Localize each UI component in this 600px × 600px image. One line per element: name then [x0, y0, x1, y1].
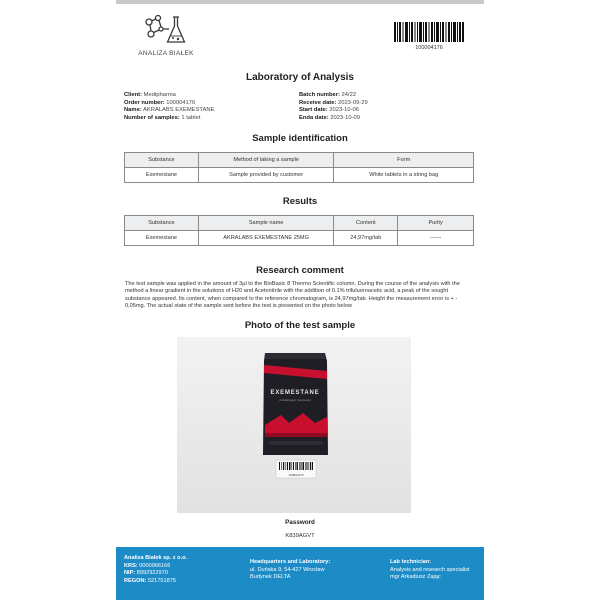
sample-photo — [177, 337, 411, 513]
table-header-row — [125, 216, 474, 231]
table-cell: AKRALABS EXEMESTANE 25MG — [198, 231, 334, 246]
footer-label: KRS: — [124, 562, 138, 569]
info-value: 1 tablet — [181, 114, 201, 121]
column-header: Substance — [125, 153, 199, 168]
info-value: Medipharma — [143, 92, 176, 98]
info-value: 24/22 — [341, 92, 357, 98]
report-page — [116, 0, 484, 600]
package-sublabel: Anti-Estrogen Compound — [279, 398, 311, 402]
column-header: Substance — [125, 216, 199, 231]
info-label: Batch number: — [299, 92, 340, 98]
footer-label: NIP: — [124, 570, 136, 577]
info-row — [299, 92, 368, 100]
info-row — [124, 107, 214, 115]
sample-identification-table — [124, 152, 474, 183]
info-row — [299, 115, 368, 123]
barcode-icon — [394, 22, 464, 42]
table-cell: White tablets in a string bag — [334, 168, 474, 183]
table-cell: Exemestane — [125, 231, 199, 246]
results-heading: Results — [282, 196, 318, 207]
info-row — [124, 92, 214, 100]
sample-identification-heading: Sample identification — [252, 133, 348, 144]
table-row — [125, 168, 474, 183]
info-label: Receive date: — [299, 99, 337, 106]
footer-value: 521751875 — [147, 577, 176, 584]
flask-molecule-icon — [143, 14, 189, 48]
footer-label: REGON: — [124, 577, 147, 584]
company-name: Analiza Białek sp. z o.o. — [124, 555, 188, 561]
top-strip — [116, 0, 484, 4]
footer-technician — [390, 559, 470, 582]
info-label: Enda date: — [299, 114, 329, 121]
footer-company — [124, 555, 187, 585]
info-label: Number of samples: — [124, 114, 180, 121]
research-comment-text: The test sample was applied in the amount of 3µl to the BioBasic 8 Thermo Scientific column. During the course of the analysis with the method a linear gradient in the solutions of H20 and Acetonitrile with the addition of 0.1% trifuluoroacetic acid, a peak of the sought substance appeared. Its content, when compared to the reference chromatogram, is 24,97mg/tab. Height the measurement error is + - 0,05mg. The actual state of the sample sent before the test is presented on the photo below — [125, 281, 460, 310]
footer-value: 0000966166 — [139, 562, 171, 569]
hq-line: ul. Duńska 9, 54-427 Wrocław — [250, 566, 325, 573]
info-label: Name: — [124, 107, 142, 114]
column-header: Method of taking a sample — [198, 153, 334, 168]
research-comment-heading: Research comment — [256, 265, 344, 276]
column-header: Content — [334, 216, 398, 231]
footer-value: 8992922970 — [136, 570, 168, 577]
info-label: Client: — [124, 92, 143, 98]
results-table — [124, 215, 474, 246]
info-row — [124, 100, 214, 108]
footer — [116, 547, 484, 600]
table-row — [125, 231, 474, 246]
info-row — [124, 115, 214, 123]
barcode-number: 100004176 — [415, 45, 443, 51]
hq-title: Headquarters and Laboratory: — [250, 559, 331, 565]
info-value: AKRALABS EXEMESTANE — [143, 107, 215, 114]
page-title: Laboratory of Analysis — [246, 72, 354, 83]
info-right — [299, 92, 368, 122]
info-value: 2023-09-29 — [338, 99, 368, 106]
column-header: Sample name — [198, 216, 334, 231]
info-row — [299, 100, 368, 108]
table-header-row — [125, 153, 474, 168]
info-value: 100004176 — [166, 99, 196, 106]
hq-line: Budynek DELTA — [250, 574, 291, 581]
table-cell: 24,97mg/tab — [334, 231, 398, 246]
footer-headquarters — [250, 559, 330, 582]
info-label: Start date: — [299, 107, 328, 114]
password-value: K839AGVT — [285, 533, 315, 539]
info-row — [299, 107, 368, 115]
tech-line: mgr Arkadiusz Zając — [390, 574, 441, 581]
table-cell: Exemestane — [125, 168, 199, 183]
table-cell: ------ — [398, 231, 474, 246]
tech-title: Lab technician: — [390, 559, 432, 565]
column-header: Form — [334, 153, 474, 168]
column-header: Purity — [398, 216, 474, 231]
info-left — [124, 92, 214, 122]
info-value: 2023-10-09 — [330, 114, 360, 121]
password-label: Password — [285, 519, 315, 526]
package-label: EXEMESTANE — [270, 390, 320, 396]
info-value: 2023-10-06 — [329, 107, 359, 114]
info-label: Order number: — [124, 99, 165, 106]
tech-line: Analysis and research specialist — [390, 566, 470, 573]
company-logo — [126, 14, 206, 64]
sticker-code: 100004176 — [288, 473, 304, 477]
photo-heading: Photo of the test sample — [244, 320, 356, 331]
sample-package-image — [177, 337, 411, 513]
logo-text: ANALIZA BIAŁEK — [138, 50, 194, 57]
table-cell: Sample provided by customer — [198, 168, 334, 183]
